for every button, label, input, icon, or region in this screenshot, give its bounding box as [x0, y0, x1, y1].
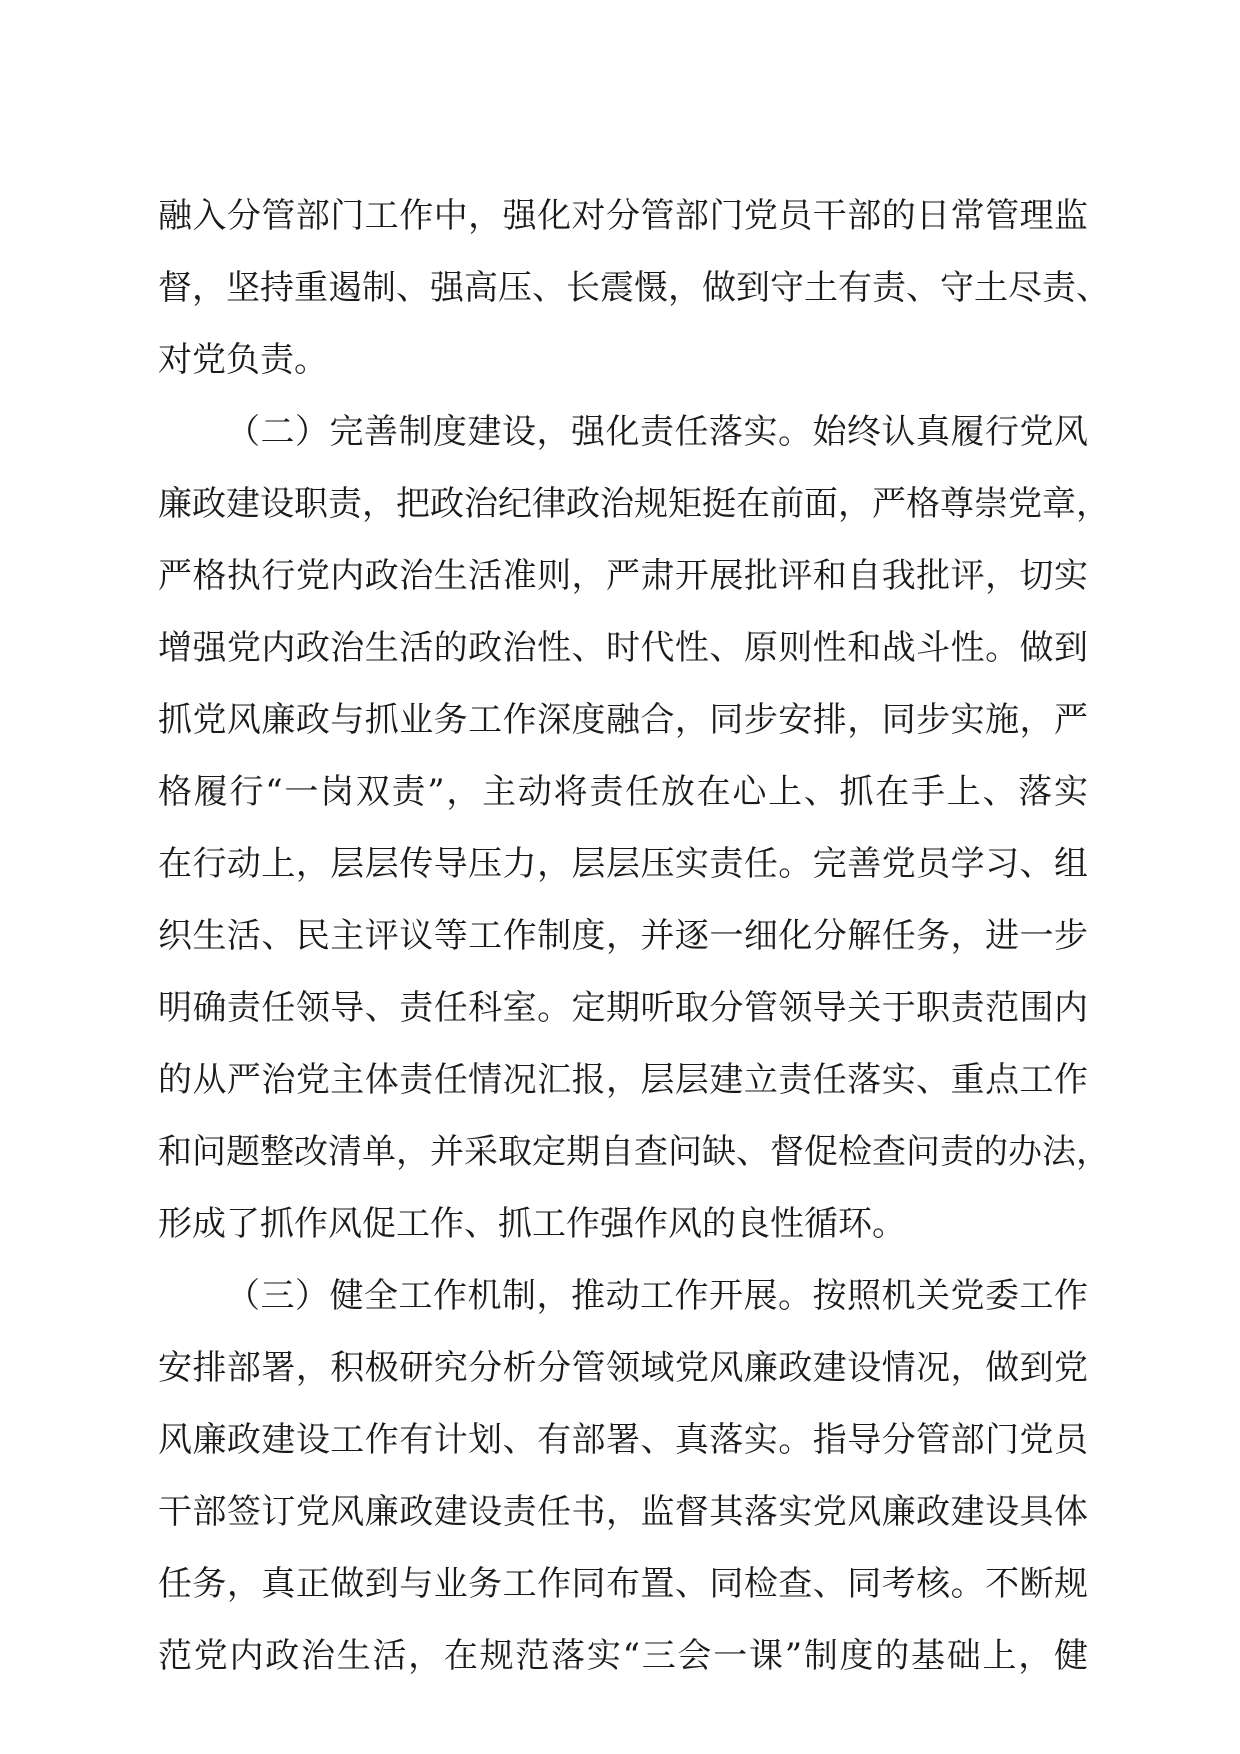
paragraph-line: 干部签订党风廉政建设责任书，监督其落实党风廉政建设具体	[158, 1492, 1088, 1532]
paragraph-line: 安排部署，积极研究分析分管领域党风廉政建设情况，做到党	[158, 1348, 1088, 1388]
paragraph-line: 廉政建设职责，把政治纪律政治规矩挺在前面，严格尊崇党章，	[158, 484, 1110, 524]
paragraph-line: 增强党内政治生活的政治性、时代性、原则性和战斗性。做到	[158, 628, 1088, 668]
paragraph-line: 织生活、民主评议等工作制度，并逐一细化分解任务，进一步	[158, 916, 1088, 956]
paragraph-line: 任务，真正做到与业务工作同布置、同检查、同考核。不断规	[158, 1564, 1088, 1604]
paragraph-line: （二）完善制度建设，强化责任落实。始终认真履行党风	[226, 412, 1088, 452]
paragraph-line: 风廉政建设工作有计划、有部署、真落实。指导分管部门党员	[158, 1420, 1088, 1460]
paragraph-line: （三）健全工作机制，推动工作开展。按照机关党委工作	[226, 1276, 1088, 1316]
paragraph-line: 严格执行党内政治生活准则，严肃开展批评和自我批评，切实	[158, 556, 1088, 596]
paragraph-line: 和问题整改清单，并采取定期自查问缺、督促检查问责的办法，	[158, 1132, 1110, 1172]
paragraph-line: 对党负责。	[158, 340, 328, 380]
paragraph-line: 明确责任领导、责任科室。定期听取分管领导关于职责范围内	[158, 988, 1088, 1028]
paragraph-line: 的从严治党主体责任情况汇报，层层建立责任落实、重点工作	[158, 1060, 1088, 1100]
paragraph-2	[158, 396, 1110, 1260]
paragraph-line: 格履行“一岗双责”，主动将责任放在心上、抓在手上、落实	[158, 772, 1088, 812]
paragraph-line: 形成了抓作风促工作、抓工作强作风的良性循环。	[158, 1204, 906, 1244]
document-body	[158, 180, 1110, 1692]
paragraph-line: 融入分管部门工作中，强化对分管部门党员干部的日常管理监	[158, 196, 1088, 236]
paragraph-line: 督，坚持重遏制、强高压、长震慑，做到守土有责、守土尽责、	[158, 268, 1110, 308]
paragraph-line: 在行动上，层层传导压力，层层压实责任。完善党员学习、组	[158, 844, 1088, 884]
paragraph-line: 范党内政治生活，在规范落实“三会一课”制度的基础上，健	[158, 1636, 1088, 1676]
paragraph-line: 抓党风廉政与抓业务工作深度融合，同步安排，同步实施，严	[158, 700, 1088, 740]
paragraph-3	[158, 1260, 1088, 1692]
paragraph-1	[158, 180, 1110, 396]
